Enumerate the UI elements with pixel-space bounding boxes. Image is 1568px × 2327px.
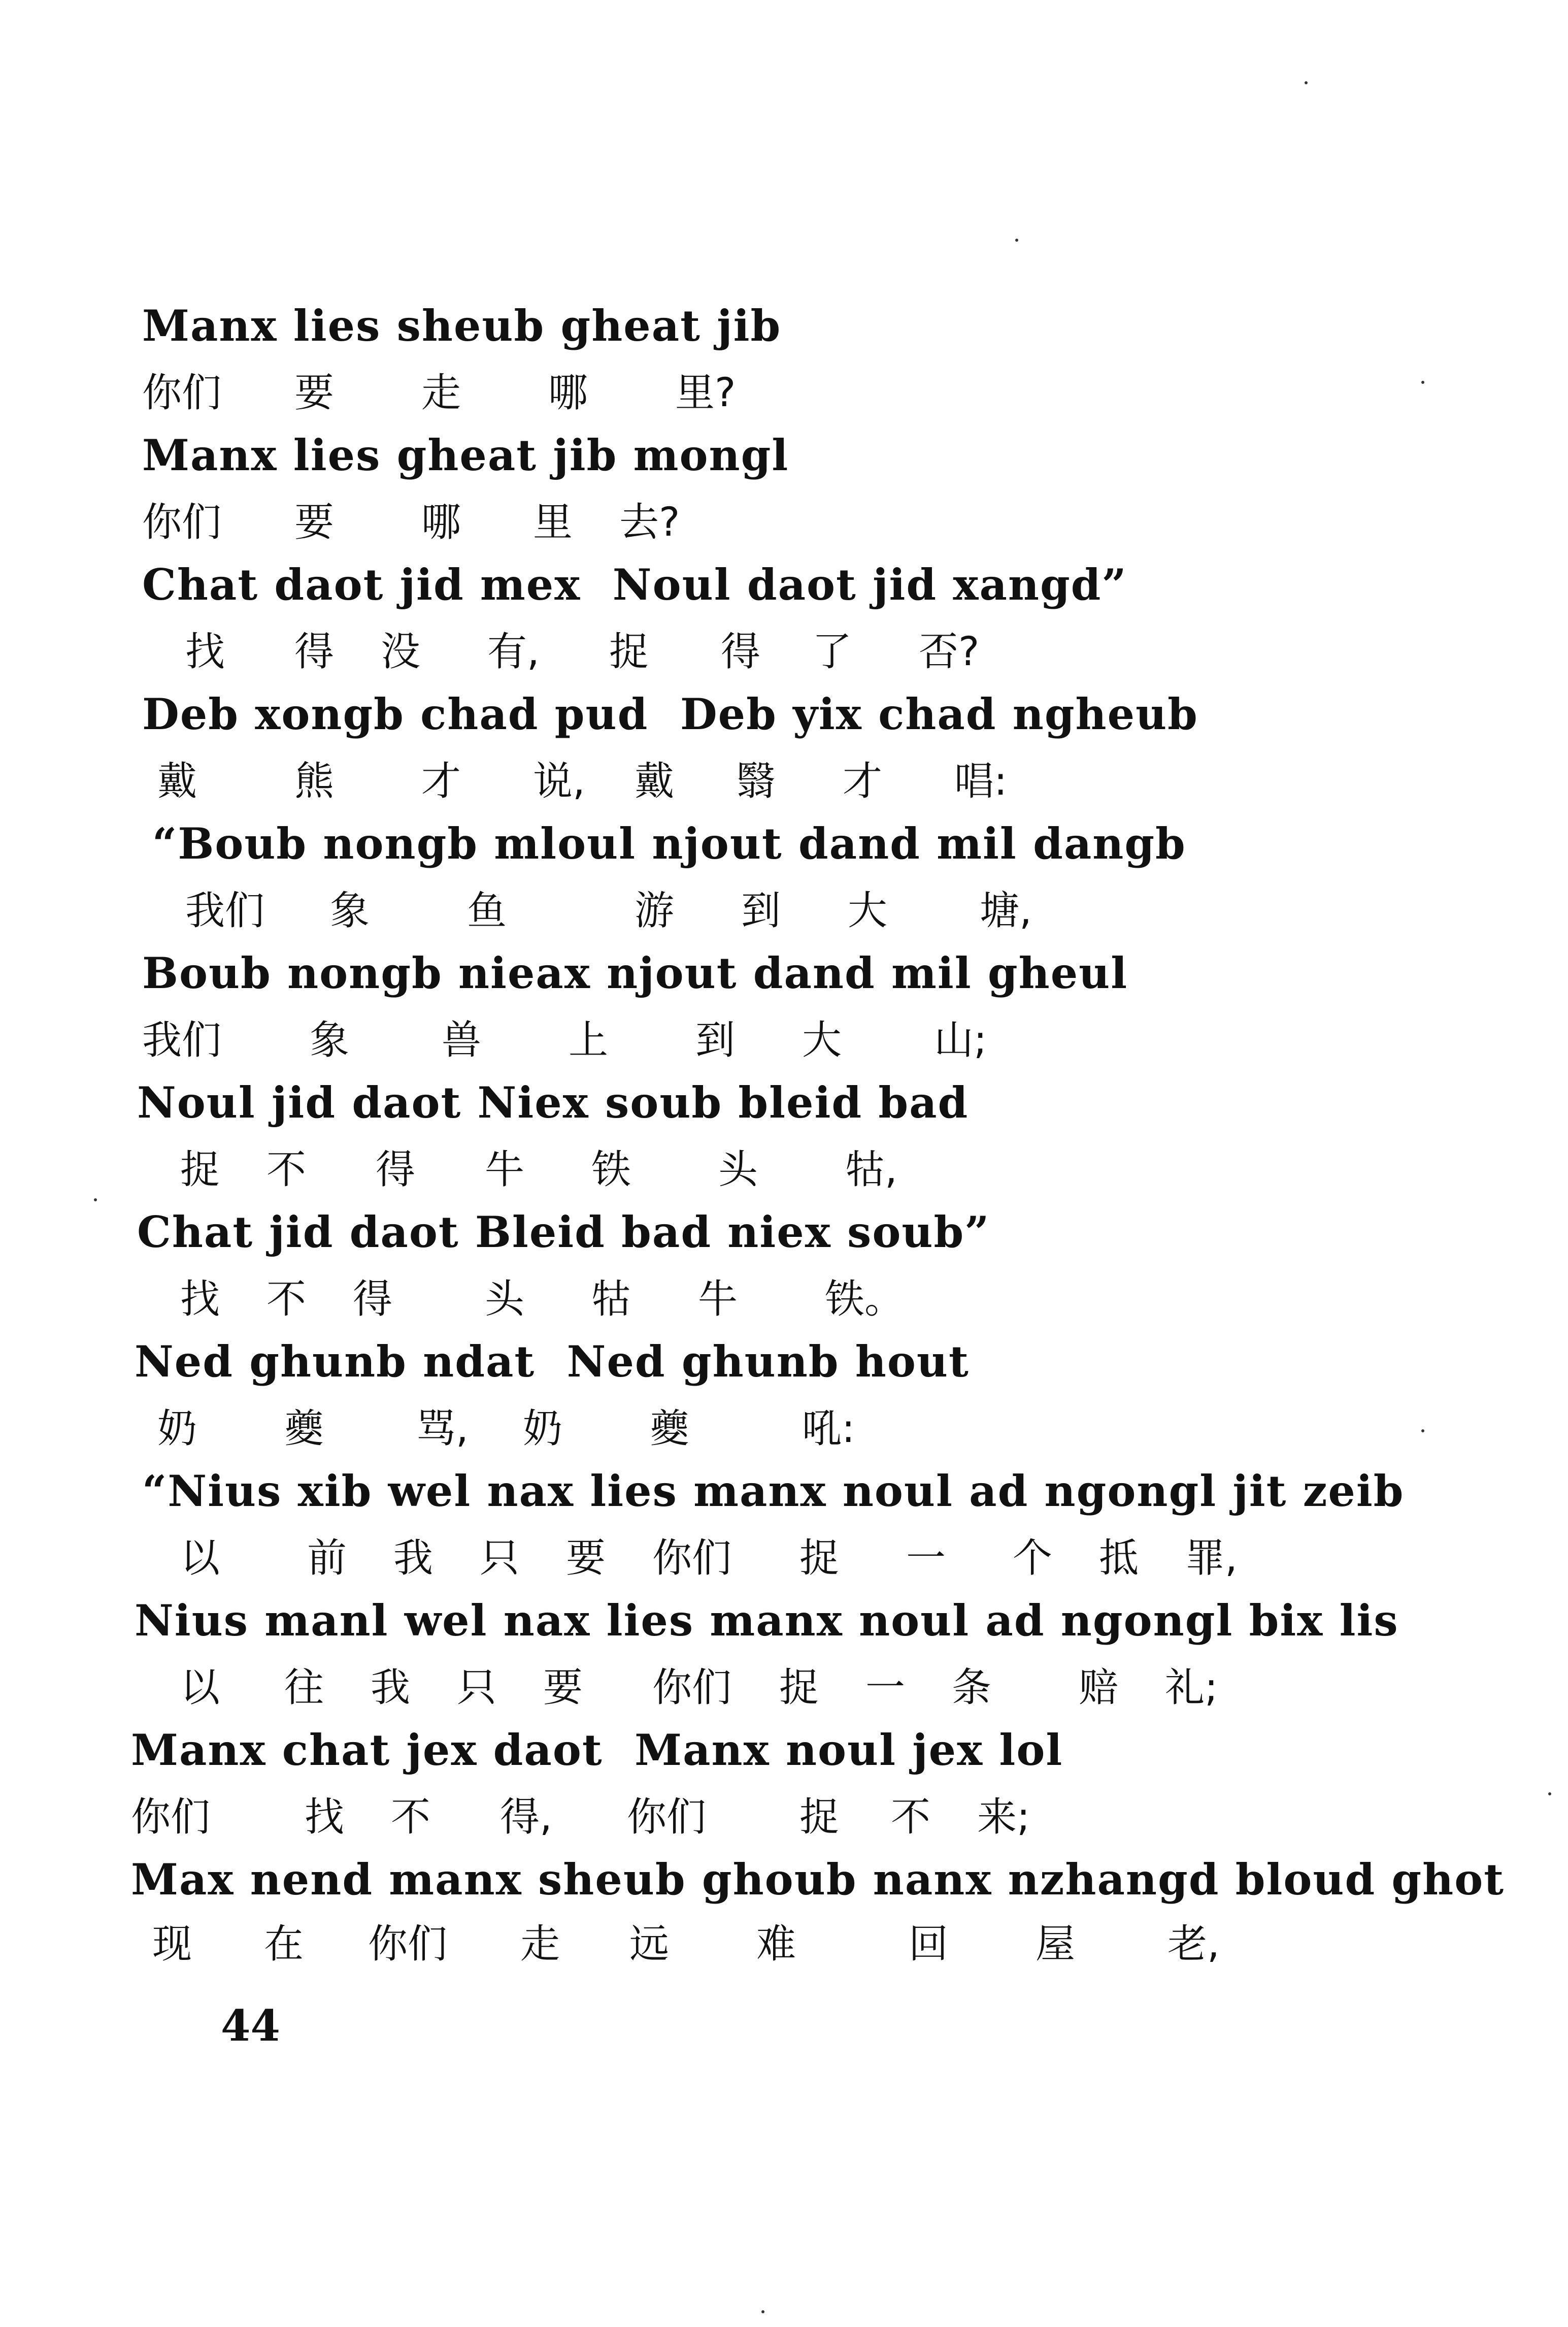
gloss-word: 要 <box>294 500 335 545</box>
gloss-word: 奶 <box>523 1406 563 1452</box>
gloss-word: 翳 <box>736 759 776 804</box>
gloss-word: 远 <box>629 1921 670 1967</box>
gloss-word: 不 <box>266 1276 307 1322</box>
gloss-word: 得, <box>500 1794 552 1840</box>
gloss-word: 得 <box>353 1276 393 1322</box>
gloss-word: 牯, <box>845 1147 897 1193</box>
gloss-word: 条 <box>952 1665 992 1711</box>
gloss-word: 赔 <box>1079 1665 1119 1711</box>
gloss-word: 里 <box>533 500 573 545</box>
gloss-word: 要 <box>543 1665 583 1711</box>
gloss-line-6 <box>0 629 1568 678</box>
gloss-word: 否? <box>919 629 980 675</box>
text-line-15: Chat jid daot Bleid bad niex soub” <box>137 1207 990 1257</box>
gloss-word: 不 <box>266 1147 307 1193</box>
gloss-word: 不 <box>891 1794 931 1840</box>
gloss-word: 奶 <box>157 1406 197 1452</box>
gloss-word: 游 <box>635 888 675 934</box>
gloss-word: 去? <box>619 500 680 545</box>
gloss-word: 只 <box>457 1665 497 1711</box>
gloss-word: 我们 <box>185 888 265 934</box>
scan-speck <box>1421 381 1424 384</box>
gloss-word: 塘, <box>980 888 1032 934</box>
gloss-line-26 <box>0 1921 1568 1970</box>
scan-speck <box>761 2310 764 2313</box>
gloss-word: 在 <box>264 1921 304 1967</box>
text-line-3: Manx lies gheat jib mongl <box>142 430 789 480</box>
gloss-word: 要 <box>566 1535 606 1581</box>
gloss-word: 你们 <box>368 1921 448 1967</box>
gloss-word: 捉 <box>779 1665 819 1711</box>
gloss-line-4 <box>0 500 1568 548</box>
page-number: 44 <box>221 2001 280 2051</box>
text-line-11: Boub nongb nieax njout dand mil gheul <box>142 948 1128 998</box>
text-line-13: Noul jid daot Niex soub bleid bad <box>137 1077 969 1128</box>
gloss-word: 铁 <box>591 1147 631 1193</box>
gloss-word: 抵 <box>1099 1535 1139 1581</box>
gloss-word: 里? <box>675 370 736 416</box>
text-line-1: Manx lies sheub gheat jib <box>142 301 782 351</box>
gloss-word: 铁。 <box>825 1276 905 1322</box>
gloss-word: 到 <box>695 1018 736 1063</box>
gloss-line-14 <box>0 1147 1568 1196</box>
text-line-9: “Boub nongb mloul njout dand mil dangb <box>152 818 1186 869</box>
gloss-line-8 <box>0 759 1568 807</box>
gloss-word: 牛 <box>485 1147 525 1193</box>
gloss-word: 头 <box>485 1276 525 1322</box>
gloss-word: 屋 <box>1036 1921 1076 1967</box>
gloss-word: 你们 <box>652 1535 732 1581</box>
gloss-word: 礼; <box>1165 1665 1218 1711</box>
text-line-5: Chat daot jid mex Noul daot jid xangd” <box>142 560 1127 610</box>
gloss-word: 山; <box>934 1018 987 1063</box>
gloss-word: 以 <box>180 1665 220 1711</box>
gloss-line-20 <box>0 1535 1568 1584</box>
gloss-word: 哪 <box>548 370 588 416</box>
gloss-word: 一 <box>865 1665 906 1711</box>
scan-speck <box>1305 81 1308 84</box>
gloss-word: 捉 <box>609 629 649 675</box>
gloss-word: 我们 <box>142 1018 222 1063</box>
scan-speck <box>1421 1429 1424 1432</box>
gloss-word: 鱼 <box>467 888 507 934</box>
gloss-word: 骂, <box>416 1406 469 1452</box>
gloss-line-22 <box>0 1665 1568 1714</box>
gloss-word: 我 <box>371 1665 411 1711</box>
text-line-23: Manx chat jex daot Manx noul jex lol <box>131 1725 1063 1775</box>
gloss-word: 以 <box>180 1535 220 1581</box>
gloss-word: 走 <box>520 1921 560 1967</box>
gloss-word: 罪, <box>1185 1535 1238 1581</box>
gloss-word: 兽 <box>442 1018 482 1063</box>
gloss-word: 我 <box>393 1535 433 1581</box>
scan-speck <box>1548 1792 1551 1795</box>
gloss-word: 只 <box>480 1535 520 1581</box>
gloss-word: 捉 <box>799 1794 840 1840</box>
gloss-word: 捉 <box>180 1147 220 1193</box>
gloss-line-12 <box>0 1018 1568 1066</box>
gloss-word: 牛 <box>698 1276 738 1322</box>
scan-speck <box>94 1198 97 1201</box>
gloss-word: 了 <box>812 629 852 675</box>
text-line-25: Max nend manx sheub ghoub nanx nzhangd bloud ghot <box>131 1854 1505 1905</box>
gloss-word: 象 <box>330 888 370 934</box>
gloss-word: 吼: <box>802 1406 855 1452</box>
gloss-word: 夔 <box>284 1406 324 1452</box>
gloss-word: 你们 <box>627 1794 707 1840</box>
gloss-word: 哪 <box>421 500 461 545</box>
gloss-word: 往 <box>284 1665 324 1711</box>
gloss-word: 到 <box>741 888 781 934</box>
gloss-word: 个 <box>1013 1535 1053 1581</box>
gloss-word: 前 <box>307 1535 347 1581</box>
gloss-word: 你们 <box>131 1794 211 1840</box>
gloss-word: 不 <box>391 1794 431 1840</box>
text-line-17: Ned ghunb ndat Ned ghunb hout <box>135 1336 970 1387</box>
gloss-word: 要 <box>294 370 335 416</box>
gloss-word: 一 <box>906 1535 946 1581</box>
gloss-word: 找 <box>305 1794 345 1840</box>
gloss-word: 大 <box>802 1018 842 1063</box>
gloss-word: 戴 <box>635 759 675 804</box>
gloss-word: 得 <box>294 629 335 675</box>
gloss-word: 现 <box>152 1921 192 1967</box>
gloss-word: 得 <box>721 629 761 675</box>
gloss-line-10 <box>0 888 1568 937</box>
gloss-word: 才 <box>843 759 883 804</box>
gloss-word: 象 <box>310 1018 350 1063</box>
gloss-word: 得 <box>376 1147 416 1193</box>
gloss-word: 夔 <box>650 1406 690 1452</box>
gloss-word: 找 <box>180 1276 220 1322</box>
text-line-7: Deb xongb chad pud Deb yix chad ngheub <box>142 689 1198 739</box>
text-line-21: Nius manl wel nax lies manx noul ad ngongl bix lis <box>135 1595 1399 1646</box>
gloss-word: 熊 <box>294 759 335 804</box>
gloss-word: 你们 <box>652 1665 732 1711</box>
gloss-word: 说, <box>533 759 585 804</box>
gloss-line-16 <box>0 1276 1568 1325</box>
gloss-word: 找 <box>185 629 225 675</box>
gloss-word: 有, <box>487 629 540 675</box>
gloss-word: 你们 <box>142 370 222 416</box>
gloss-line-2 <box>0 370 1568 419</box>
gloss-word: 难 <box>756 1921 796 1967</box>
gloss-word: 走 <box>421 370 461 416</box>
gloss-word: 才 <box>421 759 461 804</box>
gloss-line-18 <box>0 1406 1568 1455</box>
gloss-word: 你们 <box>142 500 222 545</box>
gloss-word: 捉 <box>799 1535 840 1581</box>
scan-speck <box>1015 239 1018 242</box>
gloss-line-24 <box>0 1794 1568 1843</box>
gloss-word: 牯 <box>591 1276 631 1322</box>
gloss-word: 头 <box>718 1147 758 1193</box>
gloss-word: 唱: <box>954 759 1008 804</box>
gloss-word: 大 <box>848 888 888 934</box>
gloss-word: 戴 <box>157 759 197 804</box>
gloss-word: 来; <box>977 1794 1030 1840</box>
gloss-word: 上 <box>569 1018 609 1063</box>
text-line-19: “Nius xib wel nax lies manx noul ad ngongl jit zeib <box>142 1466 1405 1516</box>
gloss-word: 老, <box>1167 1921 1220 1967</box>
gloss-word: 没 <box>381 629 421 675</box>
gloss-word: 回 <box>909 1921 949 1967</box>
